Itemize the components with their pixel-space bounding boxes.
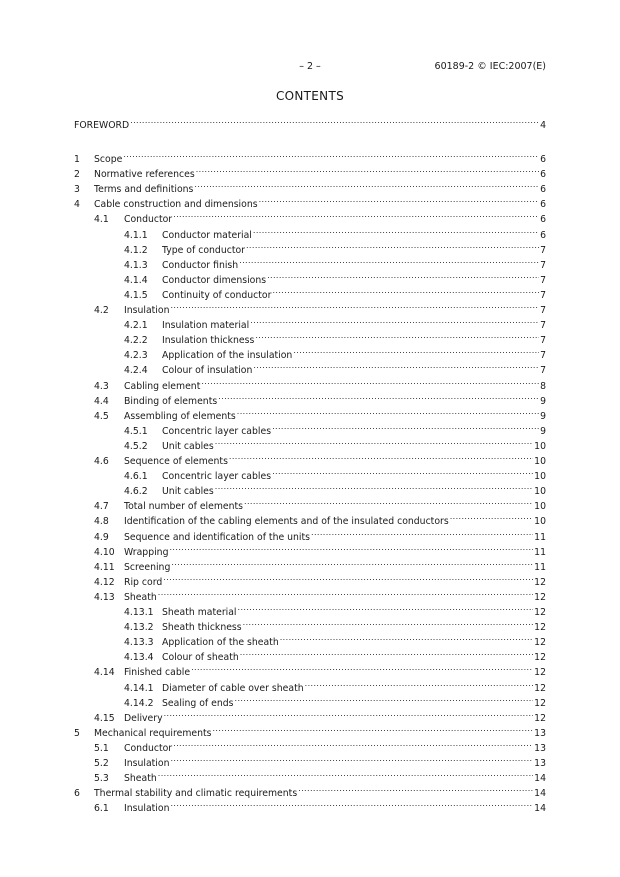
page-number: – 2 –: [299, 61, 321, 72]
toc-entry-number: 4.9: [94, 531, 109, 543]
toc-entry[interactable]: [74, 692, 546, 709]
toc-dot-leader: [212, 722, 533, 736]
toc-entry-title: Continuity of conductor: [162, 289, 272, 301]
toc-dot-leader: [215, 435, 533, 449]
toc-entry-title: Insulation: [124, 803, 170, 815]
toc-entry-number: 5.3: [94, 773, 109, 785]
toc-entry-title: Binding of elements: [124, 395, 218, 407]
toc-entry-number: 5.2: [94, 758, 109, 769]
toc-entry-title: Insulation material: [162, 320, 250, 332]
toc-dot-leader: [280, 631, 533, 645]
toc-entry-number: 2: [74, 169, 80, 181]
toc-dot-leader: [235, 692, 534, 706]
toc-dot-leader: [267, 269, 539, 283]
toc-entry-page: 7: [540, 335, 546, 347]
toc-entry-number: 4.15: [94, 712, 115, 724]
toc-entry-page: 14: [534, 788, 546, 800]
toc-entry-page: 7: [540, 365, 546, 377]
toc-entry-number: 4.5.2: [124, 440, 148, 452]
toc-entry-number: 4.12: [94, 576, 115, 588]
toc-entry-title: Unit cables: [162, 486, 214, 498]
toc-entry-page: 6: [540, 169, 546, 181]
toc-entry[interactable]: [74, 114, 546, 131]
toc-entry[interactable]: [74, 465, 546, 483]
toc-entry-number: 4.2.3: [124, 350, 148, 362]
toc-entry-number: 4.2: [94, 305, 109, 316]
toc-dot-leader: [164, 707, 534, 721]
toc-dot-leader: [158, 767, 533, 781]
toc-entry-page: 14: [534, 773, 546, 785]
toc-entry[interactable]: [74, 435, 546, 452]
toc-dot-leader: [194, 178, 539, 192]
toc-entry-title: Insulation thickness: [162, 335, 255, 347]
toc-entry[interactable]: [74, 269, 546, 286]
toc-entry-number: 4.11: [94, 561, 115, 573]
toc-entry-page: 9: [540, 395, 546, 407]
toc-entry-number: 4.6: [94, 456, 109, 467]
toc-entry-page: 6: [540, 229, 546, 241]
toc-entry-page: 9: [540, 410, 546, 422]
toc-entry[interactable]: [74, 480, 546, 498]
toc-entry-title: Delivery: [124, 712, 163, 724]
toc-entry-number: 6.1: [94, 803, 109, 815]
toc-entry[interactable]: [74, 208, 546, 226]
toc-entry-number: 4.13.2: [124, 622, 154, 634]
toc-entry-title: Type of conductor: [162, 244, 245, 256]
toc-entry-number: 5.1: [94, 742, 109, 754]
toc-entry-title: Wrapping: [124, 546, 169, 558]
toc-entry[interactable]: [74, 707, 546, 724]
toc-dot-leader: [237, 405, 539, 419]
toc-entry[interactable]: [74, 782, 546, 800]
toc-entry-title: Normative references: [94, 169, 195, 181]
toc-dot-leader: [191, 661, 533, 675]
toc-entry-title: Conductor material: [162, 229, 252, 241]
toc-entry-page: 4: [540, 120, 546, 131]
toc-entry-page: 11: [534, 546, 546, 558]
toc-dot-leader: [170, 797, 533, 811]
toc-dot-leader: [272, 420, 539, 434]
toc-entry-page: 13: [534, 758, 546, 769]
toc-entry[interactable]: [74, 450, 546, 467]
toc-entry[interactable]: [74, 299, 546, 316]
toc-entry[interactable]: [74, 631, 546, 649]
toc-dot-leader: [259, 193, 540, 207]
toc-entry[interactable]: [74, 224, 546, 241]
toc-entry[interactable]: [74, 148, 546, 165]
toc-entry-number: 4.2.4: [124, 365, 148, 377]
toc-dot-leader: [253, 224, 539, 238]
toc-entry-title: Insulation: [124, 305, 170, 316]
toc-entry-page: 12: [534, 697, 546, 709]
toc-entry-title: Cabling element: [124, 380, 201, 392]
toc-entry[interactable]: [74, 526, 546, 543]
toc-dot-leader: [272, 284, 539, 298]
page-header: [0, 61, 620, 75]
document-reference: 60189-2 © IEC:2007(E): [434, 61, 546, 72]
toc-entry[interactable]: [74, 556, 546, 573]
toc-entry-number: 3: [74, 184, 80, 196]
toc-entry-page: 10: [534, 516, 546, 528]
toc-entry-title: Sequence and identification of the units: [124, 531, 310, 543]
toc-entry-number: 4.5: [94, 410, 109, 422]
toc-dot-leader: [170, 299, 539, 313]
toc-dot-leader: [158, 586, 533, 600]
toc-dot-leader: [238, 601, 534, 615]
toc-entry[interactable]: [74, 495, 546, 513]
toc-dot-leader: [201, 375, 539, 389]
toc-dot-leader: [243, 616, 534, 630]
toc-entry-page: 6: [540, 154, 546, 165]
toc-entry-number: 4: [74, 199, 80, 211]
toc-entry-page: 12: [534, 607, 546, 618]
toc-dot-leader: [218, 390, 539, 404]
toc-entry-number: 5: [74, 727, 80, 739]
toc-entry-page: 7: [540, 289, 546, 301]
toc-dot-leader: [170, 752, 533, 766]
toc-entry-page: 12: [534, 591, 546, 603]
toc-entry-number: 4.14: [94, 667, 115, 679]
toc-entry-title: Conductor dimensions: [162, 274, 267, 286]
toc-dot-leader: [215, 480, 533, 494]
toc-entry-page: 7: [540, 305, 546, 316]
toc-entry-page: 12: [534, 712, 546, 724]
toc-entry-number: 4.5.1: [124, 425, 148, 437]
toc-entry[interactable]: [74, 677, 546, 694]
toc-entry-number: 4.3: [94, 380, 109, 392]
toc-entry-title: Concentric layer cables: [162, 471, 272, 483]
toc-entry[interactable]: [74, 646, 546, 664]
toc-entry-title: Thermal stability and climatic requirements: [94, 788, 298, 800]
toc-entry-title: Colour of insulation: [162, 365, 253, 377]
toc-entry-page: 7: [540, 244, 546, 256]
toc-entry[interactable]: [74, 284, 546, 301]
toc-entry-page: 7: [540, 320, 546, 332]
toc-dot-leader: [250, 314, 539, 328]
toc-entry-title: Rip cord: [124, 576, 163, 588]
toc-entry[interactable]: [74, 541, 546, 558]
toc-entry[interactable]: [74, 163, 546, 181]
toc-entry-page: 11: [534, 561, 546, 573]
toc-entry-title: Finished cable: [124, 667, 191, 679]
toc-entry-number: 4.1: [94, 214, 109, 226]
toc-entry[interactable]: [74, 329, 546, 347]
toc-entry-number: 4.2.1: [124, 320, 148, 332]
toc-entry-number: 4.8: [94, 516, 109, 528]
toc-entry-page: 10: [534, 471, 546, 483]
toc-entry[interactable]: [74, 661, 546, 679]
toc-entry-number: 4.1.5: [124, 289, 148, 301]
toc-entry[interactable]: [74, 254, 546, 271]
toc-entry-page: 6: [540, 184, 546, 196]
toc-entry-number: 4.13.4: [124, 652, 154, 664]
toc-entry-title: Diameter of cable over sheath: [162, 682, 304, 694]
toc-dot-leader: [255, 329, 539, 343]
toc-entry[interactable]: [74, 586, 546, 603]
toc-entry-number: 4.13.3: [124, 637, 154, 649]
toc-entry-page: 7: [540, 259, 546, 271]
toc-dot-leader: [450, 510, 533, 524]
toc-entry[interactable]: [74, 752, 546, 769]
toc-dot-leader: [169, 541, 533, 555]
toc-entry-number: 4.7: [94, 501, 109, 513]
toc-entry-page: 13: [534, 742, 546, 754]
toc-entry-title: Screening: [124, 561, 171, 573]
toc-entry-page: 8: [540, 380, 546, 392]
toc-entry-number: 4.1.1: [124, 229, 148, 241]
toc-dot-leader: [246, 239, 539, 253]
toc-dot-leader: [272, 465, 533, 479]
toc-dot-leader: [173, 208, 539, 222]
toc-entry-title: Colour of sheath: [162, 652, 239, 664]
toc-dot-leader: [293, 344, 539, 358]
toc-entry-number: 1: [74, 154, 80, 165]
toc-dot-leader: [171, 556, 533, 570]
toc-entry-number: 4.1.3: [124, 259, 148, 271]
toc-entry-page: 12: [534, 576, 546, 588]
toc-entry-title: Sheath: [124, 591, 157, 603]
toc-entry-number: 4.6.1: [124, 471, 148, 483]
toc-entry[interactable]: [74, 375, 546, 392]
toc-entry[interactable]: [74, 344, 546, 362]
toc-entry-page: 12: [534, 667, 546, 679]
toc-entry[interactable]: [74, 616, 546, 634]
toc-entry-title: Concentric layer cables: [162, 425, 272, 437]
toc-entry[interactable]: [74, 767, 546, 785]
toc-dot-leader: [253, 359, 539, 373]
toc-entry-page: 12: [534, 682, 546, 694]
toc-entry[interactable]: [74, 405, 546, 422]
toc-entry-title: Application of the sheath: [162, 637, 279, 649]
toc-entry-number: 4.1.2: [124, 244, 148, 256]
toc-entry-title: Identification of the cabling elements and of the insulated conductors: [124, 516, 449, 528]
toc-entry-title: Application of the insulation: [162, 350, 293, 362]
toc-dot-leader: [240, 646, 533, 660]
toc-entry-page: 10: [534, 440, 546, 452]
toc-dot-leader: [123, 148, 539, 162]
toc-entry-page: 11: [534, 531, 546, 543]
toc-entry-number: 4.1.4: [124, 274, 148, 286]
toc-entry-title: Sheath material: [162, 607, 237, 618]
toc-dot-leader: [173, 737, 533, 751]
toc-entry[interactable]: [74, 193, 546, 211]
toc-entry-page: 14: [534, 803, 546, 815]
toc-entry-page: 12: [534, 622, 546, 634]
toc-entry-title: Conductor: [124, 742, 173, 754]
toc-dot-leader: [305, 677, 534, 691]
toc-entry-page: 10: [534, 486, 546, 498]
toc-entry-number: 4.2.2: [124, 335, 148, 347]
toc-entry-title: Unit cables: [162, 440, 214, 452]
toc-entry[interactable]: [74, 420, 546, 437]
toc-entry-title: Conductor finish: [162, 259, 239, 271]
toc-entry-title: FOREWORD: [74, 120, 130, 131]
toc-entry-page: 10: [534, 501, 546, 513]
toc-entry-number: 4.14.2: [124, 697, 154, 709]
toc-entry-title: Conductor: [124, 214, 173, 226]
toc-entry[interactable]: [74, 737, 546, 754]
toc-entry-number: 4.13.1: [124, 607, 154, 618]
toc-entry-title: Cable construction and dimensions: [94, 199, 258, 211]
toc-entry-title: Sheath: [124, 773, 157, 785]
toc-entry[interactable]: [74, 571, 546, 588]
toc-entry-page: 12: [534, 637, 546, 649]
toc-dot-leader: [196, 163, 539, 177]
toc-entry-number: 4.13: [94, 591, 115, 603]
toc-entry-title: Insulation: [124, 758, 170, 769]
toc-entry-page: 13: [534, 727, 546, 739]
toc-dot-leader: [298, 782, 533, 796]
toc-entry[interactable]: [74, 239, 546, 256]
toc-entry[interactable]: [74, 510, 546, 528]
toc-entry-page: 7: [540, 274, 546, 286]
toc-entry-page: 12: [534, 652, 546, 664]
toc-entry-number: 4.14.1: [124, 682, 154, 694]
toc-entry-number: 4.10: [94, 546, 115, 558]
toc-entry-title: Scope: [94, 154, 123, 165]
toc-dot-leader: [229, 450, 533, 464]
toc-entry-title: Assembling of elements: [124, 410, 236, 422]
toc-entry-title: Total number of elements: [124, 501, 244, 513]
toc-entry[interactable]: [74, 359, 546, 377]
toc-entry-page: 9: [540, 425, 546, 437]
toc-entry-title: Terms and definitions: [94, 184, 194, 196]
toc-dot-leader: [130, 114, 539, 128]
toc-entry-page: 10: [534, 456, 546, 467]
toc-entry[interactable]: [74, 797, 546, 815]
toc-entry-number: 4.4: [94, 395, 109, 407]
toc-entry-number: 4.6.2: [124, 486, 148, 498]
toc-dot-leader: [239, 254, 539, 268]
toc-entry-page: 6: [540, 199, 546, 211]
toc-entry-number: 6: [74, 788, 80, 800]
toc-dot-leader: [244, 495, 533, 509]
toc-entry[interactable]: [74, 722, 546, 739]
toc-entry-title: Mechanical requirements: [94, 727, 212, 739]
toc-entry[interactable]: [74, 314, 546, 332]
toc-entry[interactable]: [74, 601, 546, 618]
toc-entry-title: Sheath thickness: [162, 622, 242, 634]
toc-dot-leader: [311, 526, 533, 540]
toc-entry-title: Sequence of elements: [124, 456, 228, 467]
toc-entry[interactable]: [74, 390, 546, 407]
toc-entry-page: 6: [540, 214, 546, 226]
toc-dot-leader: [163, 571, 533, 585]
toc-entry-title: Sealing of ends: [162, 697, 234, 709]
toc-entry[interactable]: [74, 178, 546, 196]
contents-title: CONTENTS: [275, 89, 345, 103]
toc-entry-page: 7: [540, 350, 546, 362]
